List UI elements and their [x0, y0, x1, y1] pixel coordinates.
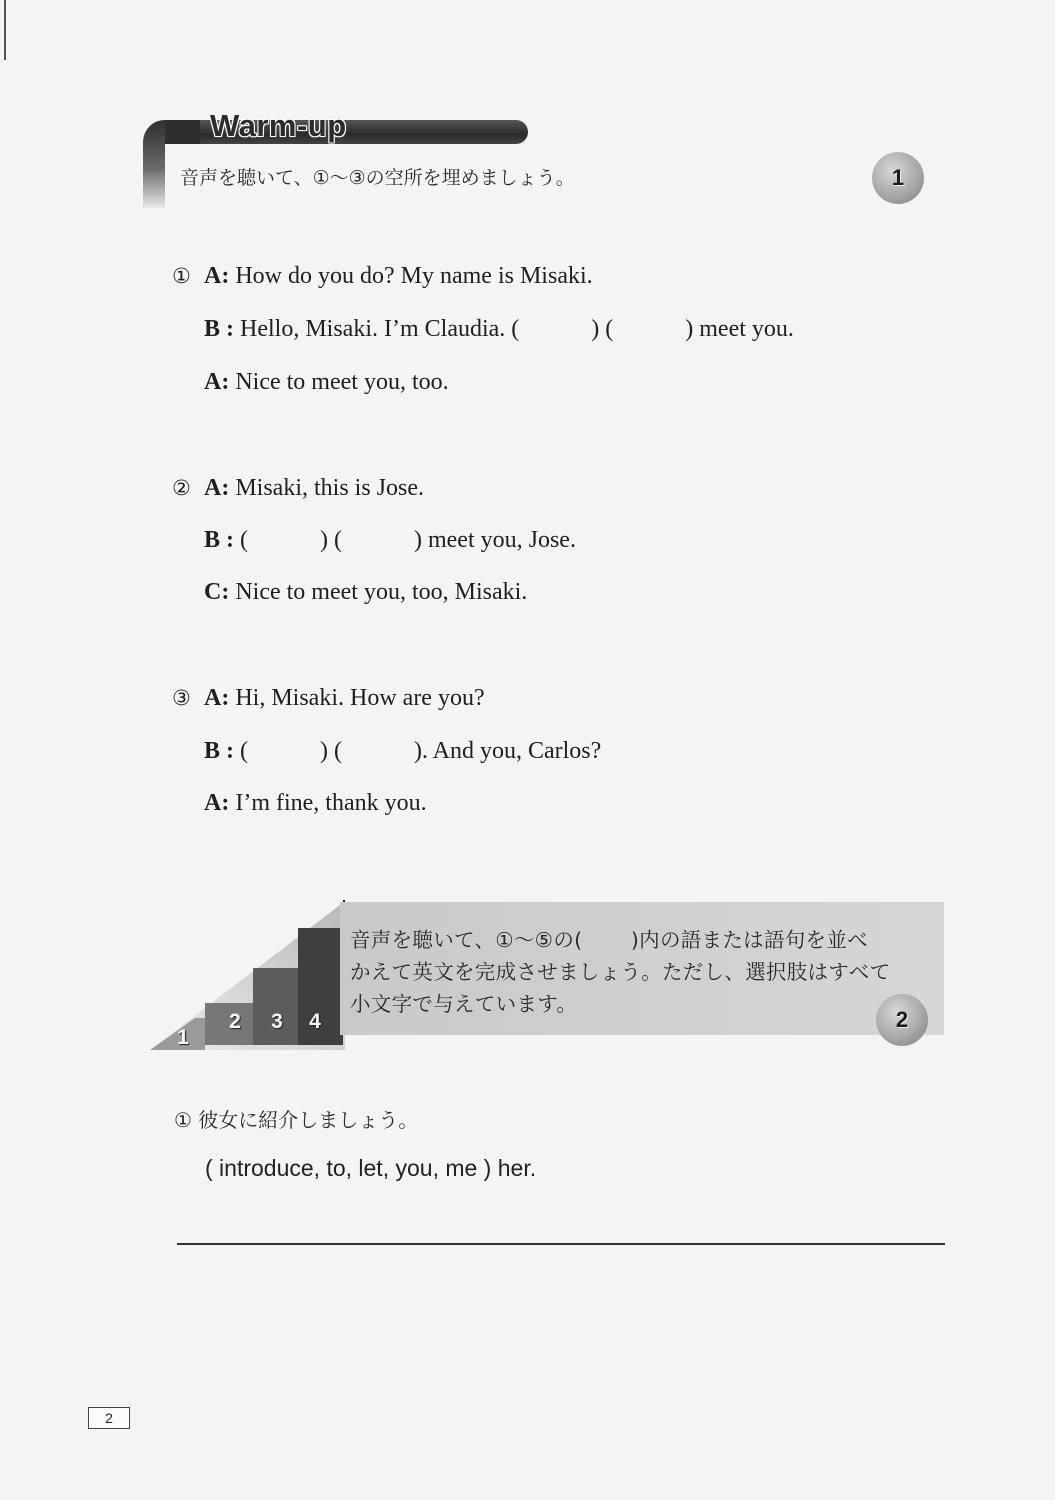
audio-track-badge[interactable]: [872, 152, 924, 204]
dialogue-number: ①: [172, 264, 191, 288]
audio-track-number: 2: [895, 1007, 909, 1032]
line-text: Hello, Misaki. I’m Claudia. ( ) ( ) meet you.: [240, 316, 794, 342]
dialogue-line: [204, 790, 427, 817]
dialogue-line: [204, 579, 527, 606]
dialogue-line: [204, 263, 593, 290]
instruction-line: 音声を聴いて、①〜⑤の( )内の語または語句を並べ: [350, 928, 868, 952]
step-label: 4: [309, 1010, 321, 1033]
dialogue-line: [204, 369, 449, 396]
speaker-label: B :: [204, 316, 234, 342]
question-japanese: 彼女に紹介しましょう。: [198, 1108, 419, 1132]
step-label: 1: [177, 1026, 189, 1049]
binding-mark: [4, 0, 6, 60]
answer-line[interactable]: [177, 1243, 945, 1245]
line-text: Nice to meet you, too, Misaki.: [235, 579, 528, 605]
line-text: I’m fine, thank you.: [235, 790, 427, 816]
speaker-label: B :: [204, 738, 234, 764]
dialogue-number: ②: [172, 476, 191, 500]
step-label: 3: [271, 1010, 283, 1033]
dialogue-line: [204, 738, 601, 765]
line-text: Nice to meet you, too.: [235, 369, 449, 395]
dialogue-line: [204, 685, 485, 712]
warmup-instruction: 音声を聴いて、①〜③の空所を埋めましょう。: [180, 167, 575, 189]
warmup-title: Warm-up: [210, 108, 347, 143]
question-number: ①: [174, 1108, 192, 1132]
speaker-label: A:: [204, 685, 230, 711]
speaker-label: A:: [204, 790, 230, 816]
dialogue-line: [204, 475, 424, 502]
step-label: 2: [229, 1010, 241, 1033]
audio-track-number: 1: [891, 165, 905, 190]
speaker-label: A:: [204, 475, 230, 501]
speaker-label: B :: [204, 527, 234, 553]
speaker-label: C:: [204, 579, 230, 605]
line-text: ( ) ( ) meet you, Jose.: [240, 527, 576, 553]
warmup-bracket-inner: [165, 144, 179, 214]
dialogue-line: [204, 527, 576, 554]
question-prompt: [174, 1104, 418, 1133]
line-text: Misaki, this is Jose.: [235, 475, 425, 501]
dialogue-number: ③: [172, 686, 191, 710]
instruction-line: 小文字で与えています。: [350, 992, 578, 1016]
line-text: Hi, Misaki. How are you?: [235, 685, 485, 711]
line-text: ( ) ( ). And you, Carlos?: [240, 738, 602, 764]
section2-instruction: [350, 924, 940, 1020]
dialogue-line: [204, 316, 794, 343]
question-word-choices: ( introduce, to, let, you, me ) her.: [205, 1155, 537, 1181]
speaker-label: A:: [204, 369, 230, 395]
page-number: 2: [88, 1407, 130, 1429]
speaker-label: A:: [204, 263, 230, 289]
line-text: How do you do? My name is Misaki.: [235, 263, 593, 289]
instruction-line: かえて英文を完成させましょう。ただし、選択肢はすべて: [350, 960, 891, 984]
audio-track-badge[interactable]: [876, 994, 928, 1046]
